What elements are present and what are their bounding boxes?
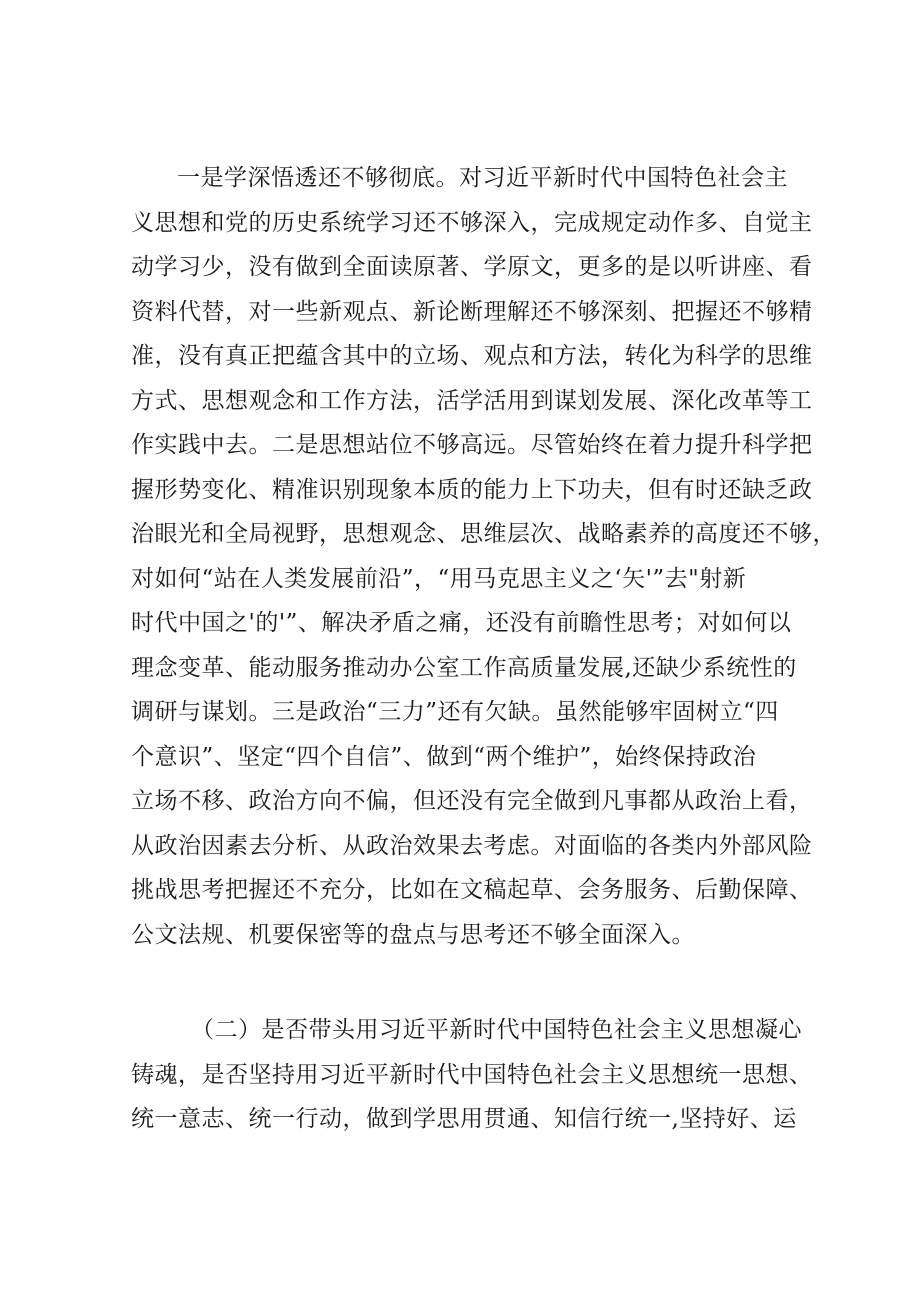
text-line: 作实践中去。二是思想站位不够高远。尽管始终在着力提升科学把 bbox=[131, 432, 813, 458]
text-line: 时代中国之'的'”、解决矛盾之痛，还没有前瞻性思考；对如何以 bbox=[131, 610, 792, 636]
text-line: 理念变革、能动服务推动办公室工作高质量发展,还缺少系统性的 bbox=[131, 654, 797, 681]
section-heading-line: （二）是否带头用习近平新时代中国特色社会主义思想凝心 bbox=[191, 1017, 802, 1043]
text-line: 立场不移、政治方向不偏，但还没有完全做到凡事都从政治上看， bbox=[131, 788, 813, 814]
paragraph-section-two bbox=[131, 1008, 811, 1142]
text-line: 资料代替，对一些新观点、新论断理解还不够深刻、把握还不够精 bbox=[131, 298, 813, 325]
text-line: 动学习少，没有做到全面读原著、学原文，更多的是以听讲座、看 bbox=[131, 254, 813, 280]
text-line: 握形势变化、精准识别现象本质的能力上下功夫，但有时还缺乏政 bbox=[131, 476, 813, 503]
text-line: 个意识”、坚定“四个自信”、做到“两个维护”，始终保持政治 bbox=[131, 743, 757, 770]
text-line: 一是学深悟透还不够彻底。对习近平新时代中国特色社会主 bbox=[177, 165, 788, 191]
text-line: 治眼光和全局视野，思想观念、思维层次、战略素养的高度还不够， bbox=[131, 521, 836, 547]
text-line: 铸魂，是否坚持用习近平新时代中国特色社会主义思想统一思想、 bbox=[131, 1061, 813, 1088]
text-line: 方式、思想观念和工作方法，活学活用到谋划发展、深化改革等工 bbox=[131, 387, 813, 414]
text-line: 义思想和党的历史系统学习还不够深入，完成规定动作多、自觉主 bbox=[131, 209, 813, 236]
text-line: 统一意志、统一行动，做到学思用贯通、知信行统一,坚持好、运 bbox=[131, 1106, 797, 1132]
text-line: 准，没有真正把蕴含其中的立场、观点和方法，转化为科学的思维 bbox=[131, 343, 813, 369]
text-line: 调研与谋划。三是政治“三力”还有欠缺。虽然能够牢固树立“四 bbox=[131, 699, 779, 725]
text-line: 对如何“站在人类发展前沿”，“用马克思主义之‘矢'”去"射新 bbox=[131, 565, 747, 592]
text-line: 挑战思考把握还不充分，比如在文稿起草、会务服务、后勤保障、 bbox=[131, 877, 813, 903]
text-line: 从政治因素去分析、从政治效果去考虑。对面临的各类内外部风险 bbox=[131, 832, 813, 859]
paragraph-self-review bbox=[131, 156, 836, 957]
text-line: 公文法规、机要保密等的盘点与思考还不够全面深入。 bbox=[131, 921, 695, 948]
